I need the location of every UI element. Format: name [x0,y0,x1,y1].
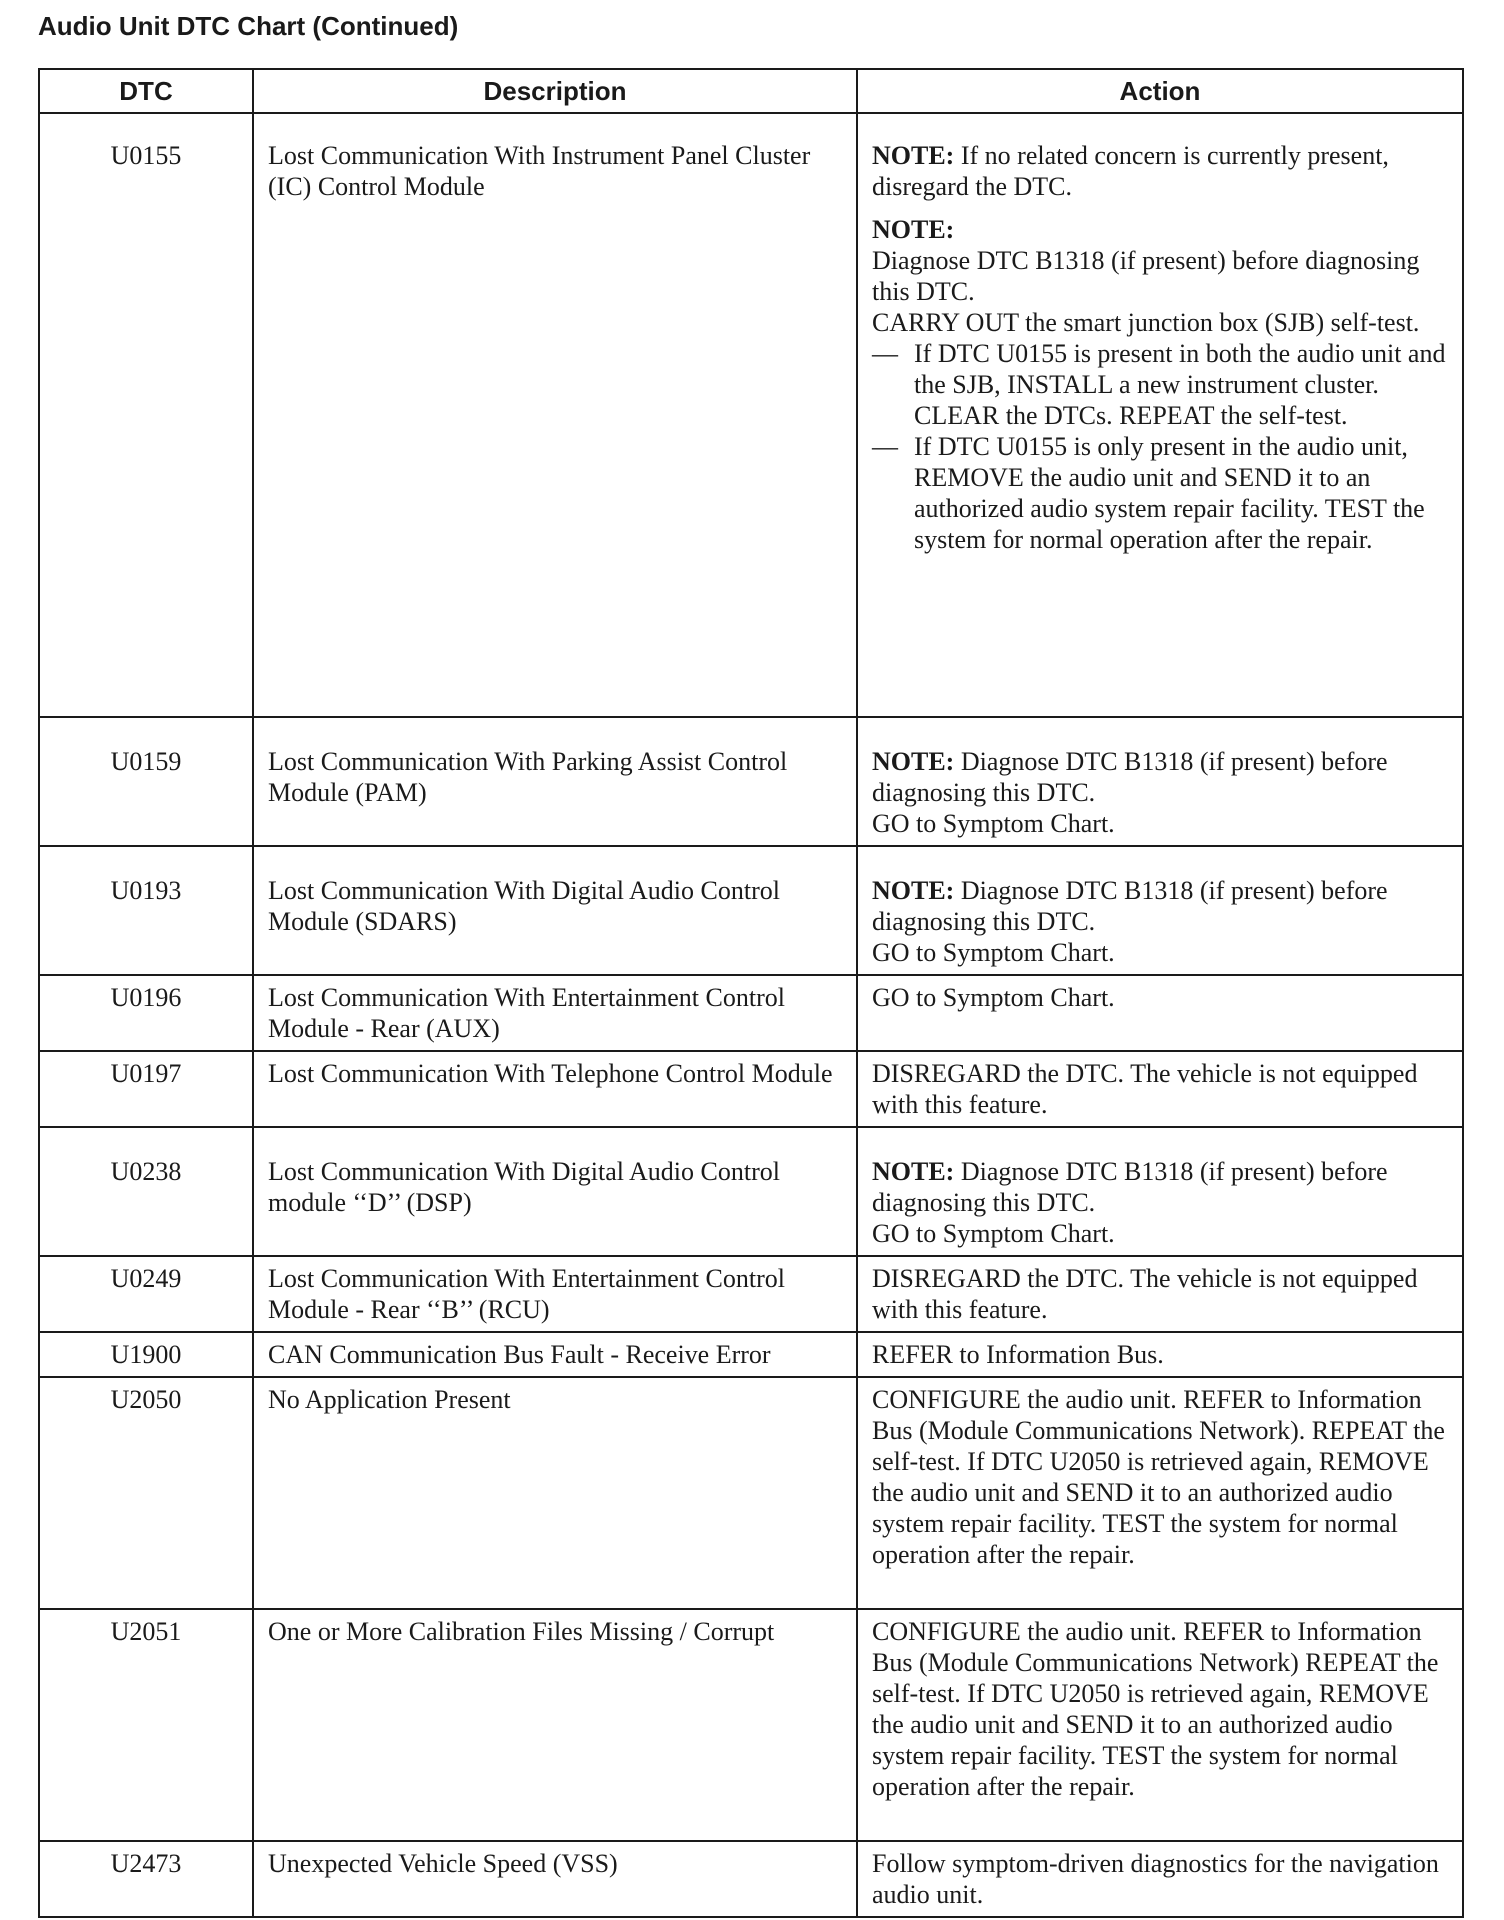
page-title: Audio Unit DTC Chart (Continued) [38,11,459,41]
dash-mark: — [872,432,898,461]
note-text: Diagnose DTC B1318 (if present) before diagnosing this DTC. [872,747,1388,807]
note-text: Diagnose DTC B1318 (if present) before diagnosing this DTC. [872,246,1420,306]
dtc-code: U0196 [39,975,253,1051]
dtc-code: U2473 [39,1841,253,1917]
dtc-code: U0159 [39,717,253,846]
dtc-action: DISREGARD the DTC. The vehicle is not equipped with this feature. [857,1256,1463,1332]
note-text: If no related concern is currently present, disregard the DTC. [872,141,1389,201]
dtc-action: GO to Symptom Chart. [857,975,1463,1051]
dtc-code: U0193 [39,846,253,975]
note-text: Diagnose DTC B1318 (if present) before diagnosing this DTC. [872,876,1388,936]
bullet-text: If DTC U0155 is present in both the audio unit and the SJB, INSTALL a new instrument cluster. CLEAR the DTCs. REPEAT the self-test. [914,339,1446,430]
dtc-description: Lost Communication With Telephone Control Module [253,1051,857,1127]
table-row [39,1051,1463,1127]
action-bullet [872,338,1448,431]
table-row [39,1377,1463,1609]
dtc-code: U0197 [39,1051,253,1127]
action-text: GO to Symptom Chart. [872,938,1115,967]
dtc-description: Unexpected Vehicle Speed (VSS) [253,1841,857,1917]
dtc-description: CAN Communication Bus Fault - Receive Error [253,1332,857,1377]
note-text: Diagnose DTC B1318 (if present) before diagnosing this DTC. [872,1157,1388,1217]
action-text: GO to Symptom Chart. [872,809,1115,838]
dtc-description: Lost Communication With Parking Assist Control Module (PAM) [253,717,857,846]
dtc-description: No Application Present [253,1377,857,1609]
bullet-text: If DTC U0155 is only present in the audio unit, REMOVE the audio unit and SEND it to an authorized audio system repair facility. TEST the system for normal operation after the repair. [914,432,1425,554]
dtc-description: Lost Communication With Digital Audio Control Module (SDARS) [253,846,857,975]
table-row [39,1127,1463,1256]
dtc-description: Lost Communication With Instrument Panel Cluster (IC) Control Module [253,113,857,717]
action-step: CARRY OUT the smart junction box (SJB) self-test. [872,308,1420,337]
action-bullet [872,431,1448,555]
table-row [39,1841,1463,1917]
header-action: Action [857,69,1463,113]
table-row [39,1609,1463,1841]
dtc-action [857,846,1463,975]
header-dtc: DTC [39,69,253,113]
dash-mark: — [872,339,898,368]
dtc-code: U2051 [39,1609,253,1841]
table-row [39,1256,1463,1332]
dtc-action [857,113,1463,717]
note-label: NOTE: [872,141,955,170]
header-description: Description [253,69,857,113]
dtc-description: Lost Communication With Digital Audio Control module ‘‘D’’ (DSP) [253,1127,857,1256]
note-block [872,214,1448,555]
note-label: NOTE: [872,747,955,776]
table-row [39,975,1463,1051]
dtc-action: CONFIGURE the audio unit. REFER to Information Bus (Module Communications Network) REPEAT the self-test. If DTC U2050 is retrieved again, REMOVE the audio unit and SEND it to an authorized audio system repair facility. TEST the system for normal operation after the repair. [857,1609,1463,1841]
dtc-action: DISREGARD the DTC. The vehicle is not equipped with this feature. [857,1051,1463,1127]
table-row [39,1332,1463,1377]
dtc-description: Lost Communication With Entertainment Control Module - Rear ‘‘B’’ (RCU) [253,1256,857,1332]
dtc-code: U0155 [39,113,253,717]
dtc-action: Follow symptom-driven diagnostics for the navigation audio unit. [857,1841,1463,1917]
dtc-action [857,1127,1463,1256]
dtc-code: U0249 [39,1256,253,1332]
dtc-description: Lost Communication With Entertainment Control Module - Rear (AUX) [253,975,857,1051]
table-row [39,113,1463,717]
dtc-table [38,68,1464,1918]
note-label: NOTE: [872,215,955,244]
dtc-description: One or More Calibration Files Missing / Corrupt [253,1609,857,1841]
table-row [39,846,1463,975]
dtc-action [857,717,1463,846]
table-header-row [39,69,1463,113]
dtc-action: REFER to Information Bus. [857,1332,1463,1377]
dtc-code: U0238 [39,1127,253,1256]
dtc-code: U1900 [39,1332,253,1377]
note-block [872,140,1448,202]
action-text: GO to Symptom Chart. [872,1219,1115,1248]
dtc-code: U2050 [39,1377,253,1609]
dtc-action: CONFIGURE the audio unit. REFER to Information Bus (Module Communications Network). REPEAT the self-test. If DTC U2050 is retrieved again, REMOVE the audio unit and SEND it to an authorized audio system repair facility. TEST the system for normal operation after the repair. [857,1377,1463,1609]
table-row [39,717,1463,846]
note-label: NOTE: [872,876,955,905]
note-label: NOTE: [872,1157,955,1186]
